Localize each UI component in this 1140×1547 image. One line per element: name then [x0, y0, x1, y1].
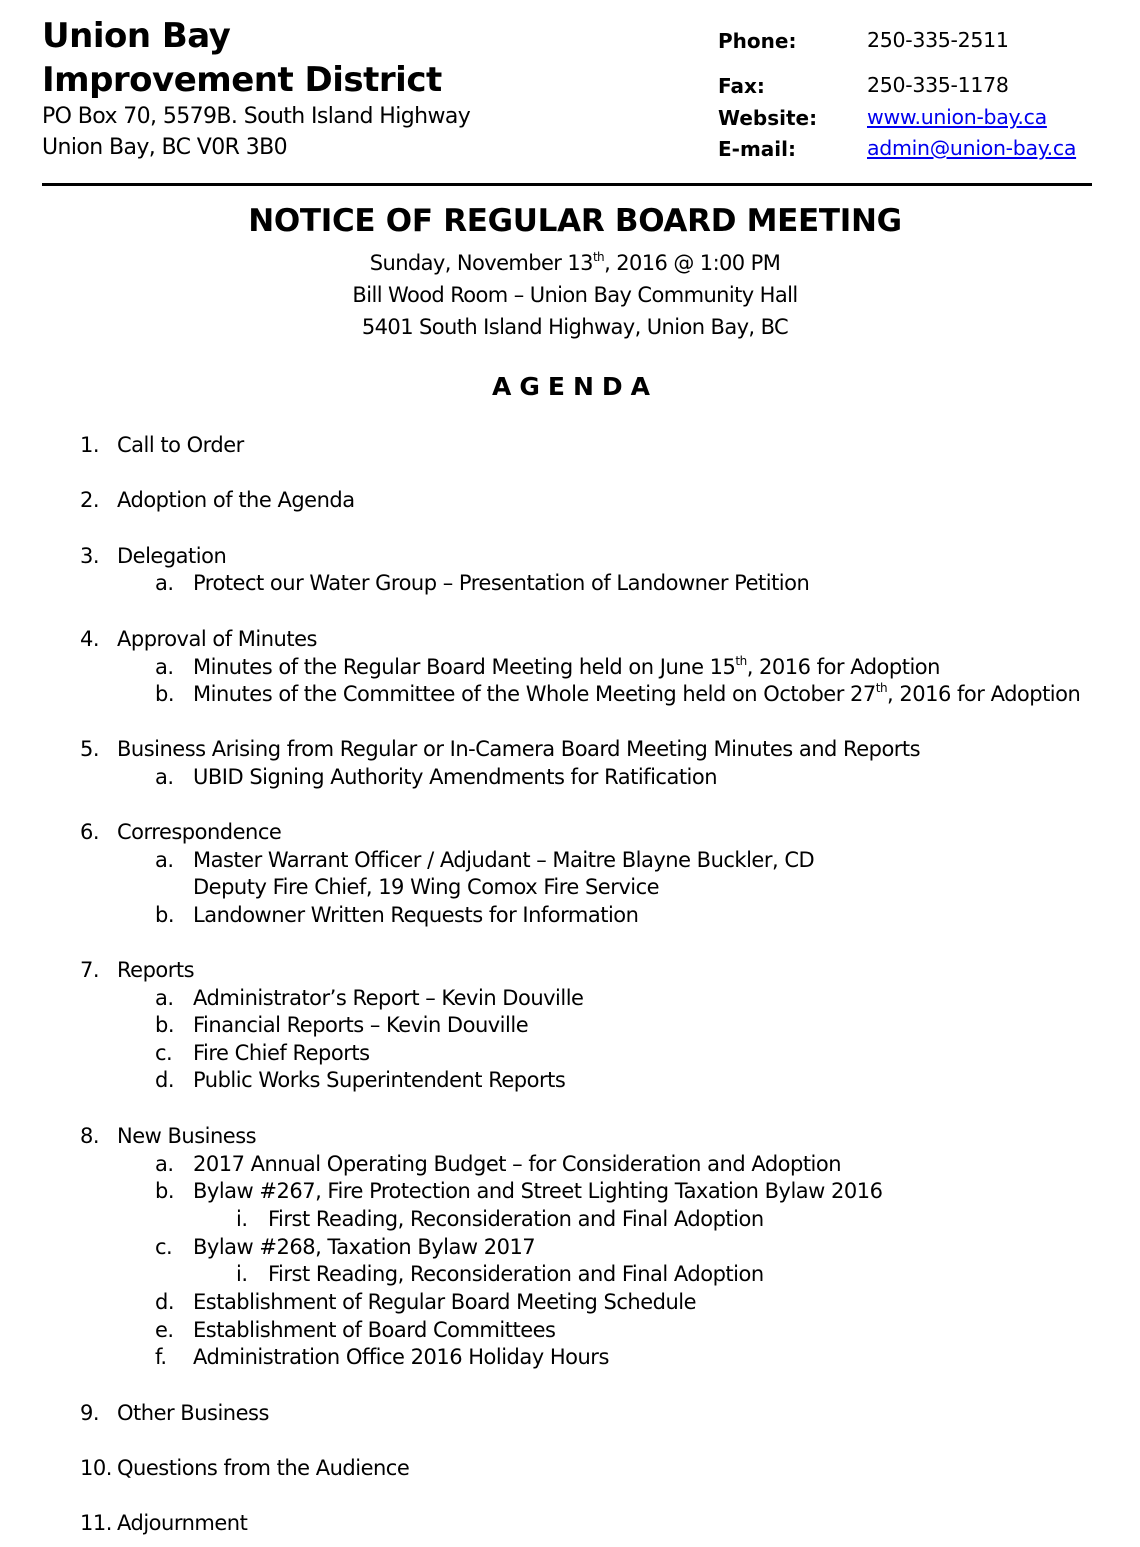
- subitem-text: Bylaw #268, Taxation Bylaw 2017: [193, 1235, 536, 1259]
- item-text: Business Arising from Regular or In-Camera Board Meeting Minutes and Reports: [117, 737, 921, 761]
- subitem-letter: b.: [155, 682, 175, 706]
- meeting-location-line1: Bill Wood Room – Union Bay Community Hall: [352, 283, 798, 307]
- item-text: Questions from the Audience: [117, 1456, 410, 1480]
- item-number: 4.: [80, 627, 100, 651]
- subitem-text: Fire Chief Reports: [193, 1041, 370, 1065]
- item-number: 11.: [80, 1511, 112, 1535]
- subitem-text: 2017 Annual Operating Budget – for Consideration and Adoption: [193, 1152, 842, 1176]
- item-number: 8.: [80, 1124, 100, 1148]
- date-sup: th: [592, 250, 605, 264]
- agenda-heading: AGENDA: [492, 372, 658, 401]
- subitem-text: Bylaw #267, Fire Protection and Street Lighting Taxation Bylaw 2016: [193, 1179, 883, 1203]
- subitem-letter: a.: [155, 655, 174, 679]
- meeting-location-line2: 5401 South Island Highway, Union Bay, BC: [361, 315, 789, 339]
- subitem-letter: a.: [155, 848, 174, 872]
- subitem-letter: a.: [155, 986, 174, 1010]
- item-text: New Business: [117, 1124, 257, 1148]
- fax-value: 250-335-1178: [867, 73, 1009, 97]
- item-text: Approval of Minutes: [117, 627, 317, 651]
- item-number: 6.: [80, 820, 100, 844]
- item-number: 9.: [80, 1401, 100, 1425]
- subitem-letter: f.: [155, 1345, 167, 1369]
- notice-title: NOTICE OF REGULAR BOARD MEETING: [248, 203, 902, 239]
- subitem-text: Protect our Water Group – Presentation of Landowner Petition: [193, 571, 810, 595]
- subitem-text: Administrator’s Report – Kevin Douville: [193, 986, 584, 1010]
- subsubitem-text: First Reading, Reconsideration and Final Adoption: [268, 1262, 764, 1286]
- item-text: Call to Order: [117, 433, 244, 457]
- subitem-letter: c.: [155, 1235, 173, 1259]
- subitem-letter: b.: [155, 1013, 175, 1037]
- subitem-letter: e.: [155, 1318, 174, 1342]
- item-text: Other Business: [117, 1401, 269, 1425]
- subsubitem-roman: i.: [236, 1207, 248, 1231]
- subitem-text: Minutes of the Committee of the Whole Meeting held on October 27th, 2016 for Adoption: [193, 681, 1081, 706]
- header-divider: [42, 183, 1092, 186]
- item-number: 7.: [80, 958, 100, 982]
- email-label: E-mail:: [718, 137, 797, 161]
- item-number: 5.: [80, 737, 100, 761]
- address-line2: Union Bay, BC V0R 3B0: [42, 135, 288, 160]
- subitem-letter: b.: [155, 903, 175, 927]
- subitem-letter: a.: [155, 765, 174, 789]
- date-post: , 2016 @ 1:00 PM: [604, 251, 781, 275]
- item-number: 10.: [80, 1456, 112, 1480]
- subitem-text: UBID Signing Authority Amendments for Ratification: [193, 765, 718, 789]
- subitem-text: Establishment of Regular Board Meeting Schedule: [193, 1290, 697, 1314]
- website-label: Website:: [718, 106, 818, 130]
- phone-value: 250-335-2511: [867, 28, 1009, 52]
- subitem-text: Landowner Written Requests for Information: [193, 903, 639, 927]
- item-text: Adjournment: [117, 1511, 248, 1535]
- subitem-text: Administration Office 2016 Holiday Hours: [193, 1345, 609, 1369]
- fax-label: Fax:: [718, 74, 765, 98]
- org-name-line2: Improvement District: [42, 60, 442, 100]
- phone-label: Phone:: [718, 29, 797, 53]
- email-link[interactable]: admin@union-bay.ca: [867, 136, 1077, 160]
- date-pre: Sunday, November 13: [369, 251, 593, 275]
- subitem-text: Master Warrant Officer / Adjudant – Maitre Blayne Buckler, CD: [193, 848, 815, 872]
- item-text: Reports: [117, 958, 195, 982]
- subitem-text: Establishment of Board Committees: [193, 1318, 556, 1342]
- meeting-datetime: [0, 250, 1140, 275]
- subitem-letter: c.: [155, 1041, 173, 1065]
- item-number: 1.: [80, 433, 100, 457]
- subitem-text: Public Works Superintendent Reports: [193, 1068, 566, 1092]
- item-number: 2.: [80, 488, 100, 512]
- subitem-letter: a.: [155, 1152, 174, 1176]
- subitem-letter: a.: [155, 571, 174, 595]
- subitem-letter: d.: [155, 1068, 175, 1092]
- address-line1: PO Box 70, 5579B. South Island Highway: [42, 104, 471, 129]
- item-text: Correspondence: [117, 820, 282, 844]
- subsubitem-text: First Reading, Reconsideration and Final Adoption: [268, 1207, 764, 1231]
- website-link[interactable]: www.union-bay.ca: [867, 105, 1047, 129]
- subitem-letter: d.: [155, 1290, 175, 1314]
- subitem-letter: b.: [155, 1179, 175, 1203]
- subitem-text-line2: Deputy Fire Chief, 19 Wing Comox Fire Service: [193, 875, 660, 899]
- subitem-text: Minutes of the Regular Board Meeting held on June 15th, 2016 for Adoption: [193, 654, 940, 679]
- item-text: Delegation: [117, 544, 227, 568]
- org-name-line1: Union Bay: [42, 16, 231, 56]
- item-text: Adoption of the Agenda: [117, 488, 355, 512]
- subitem-text: Financial Reports – Kevin Douville: [193, 1013, 529, 1037]
- item-number: 3.: [80, 544, 100, 568]
- subsubitem-roman: i.: [236, 1262, 248, 1286]
